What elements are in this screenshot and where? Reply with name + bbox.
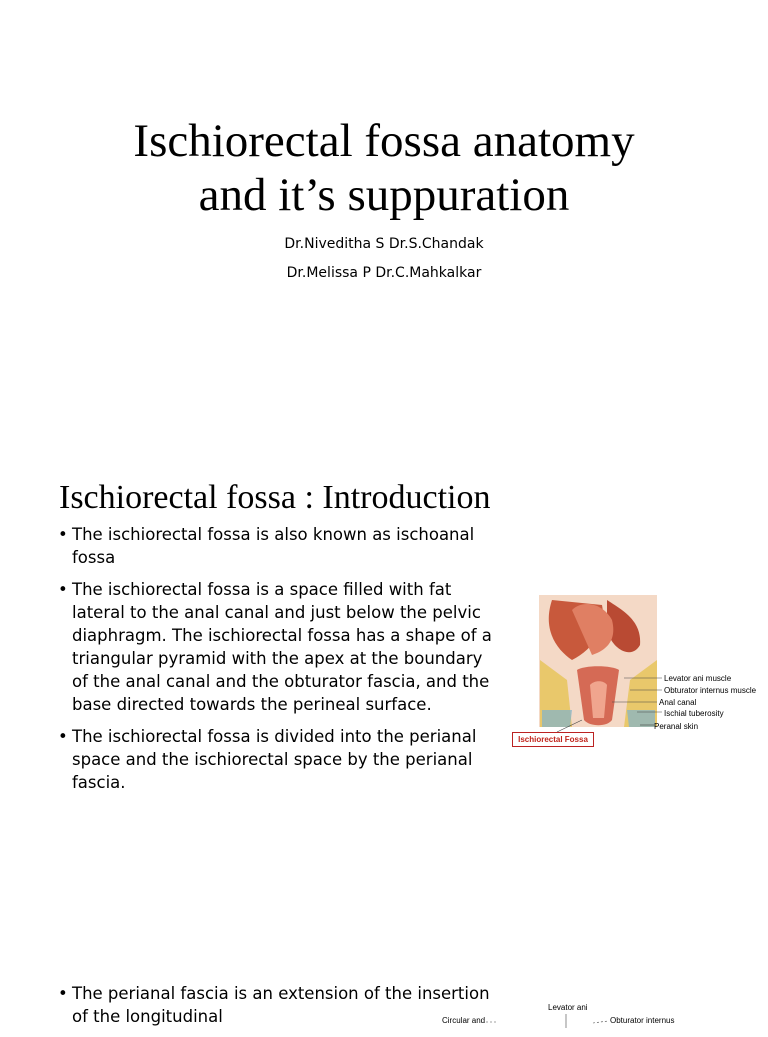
bullet-glyph: •	[58, 580, 68, 599]
label-circular-and: Circular and	[442, 1016, 486, 1025]
bullet-item	[58, 725, 503, 794]
label-obturator-internus: Obturator internus muscle	[664, 686, 757, 695]
figure-caption: Ischiorectal Fossa	[512, 732, 594, 747]
label-ischial-tuberosity: Ischial tuberosity	[664, 709, 724, 718]
title-slide	[0, 0, 768, 440]
label-anal-canal: Anal canal	[659, 698, 697, 707]
slide-title: Ischiorectal fossa : Introduction	[59, 479, 491, 516]
anatomy-illustration	[512, 590, 762, 750]
authors-line-2: Dr.Melissa P Dr.C.Mahkalkar	[286, 265, 482, 281]
bullet-list-continued	[58, 982, 503, 1037]
title-line-1: Ischiorectal fossa anatomy	[133, 115, 635, 167]
bullet-text: The ischiorectal fossa is also known as ischoanal fossa	[72, 525, 475, 567]
bullet-item	[58, 523, 503, 569]
title-line-2: and it’s suppuration	[198, 169, 570, 221]
label-levator-ani: Levator ani muscle	[664, 674, 732, 683]
authors	[0, 230, 768, 288]
authors-line-1: Dr.Niveditha S Dr.S.Chandak	[284, 236, 484, 252]
bullet-glyph: •	[58, 525, 68, 544]
bullet-text: The ischiorectal fossa is a space filled with fat lateral to the anal canal and just below the pelvic diaphragm. The ischiorectal fossa has a shape of a triangular pyramid with the apex at the boundary of the anal canal and the obturator fascia, and the base directed towards the perineal surface.	[72, 580, 492, 714]
bullet-text: The ischiorectal fossa is divided into the perianal space and the ischiorectal space by the perianal fascia.	[72, 727, 477, 792]
presentation-title	[0, 114, 768, 222]
bullet-item	[58, 982, 503, 1028]
bullet-text: The perianal fascia is an extension of the insertion of the longitudinal	[72, 984, 490, 1026]
bullet-item	[58, 578, 503, 716]
label-obturator-internus-2: Obturator internus	[610, 1016, 675, 1025]
ischiorectal-fossa-figure	[512, 590, 762, 750]
label-perianal-skin: Peranal skin	[654, 722, 699, 731]
introduction-slide	[0, 440, 768, 1024]
bullet-list	[58, 523, 503, 803]
bullet-glyph: •	[58, 727, 68, 746]
bullet-glyph: •	[58, 984, 68, 1003]
label-levator-ani-2: Levator ani	[548, 1003, 588, 1012]
